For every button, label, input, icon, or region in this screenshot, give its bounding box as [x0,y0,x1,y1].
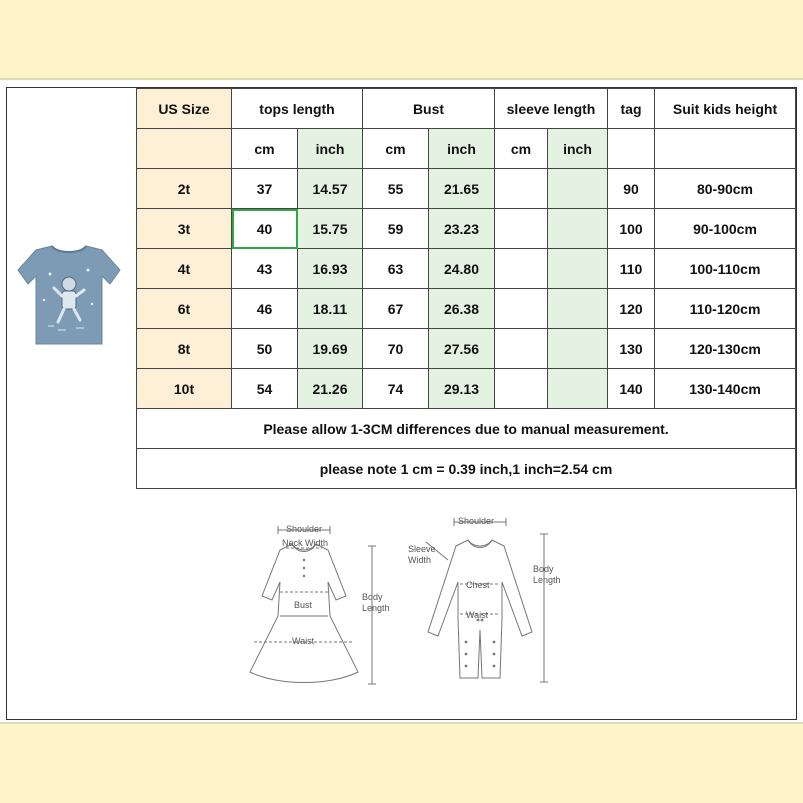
tops-inch-cell: 15.75 [298,209,363,249]
unit-tag-empty [608,129,655,169]
height-cell: 120-130cm [655,329,796,369]
tops-inch-cell: 16.93 [298,249,363,289]
tops-cm-cell: 50 [232,329,298,369]
tag-cell: 90 [608,169,655,209]
label-dress-length: Length [362,603,390,613]
size-cell: 8t [137,329,232,369]
label-romper-body: Body [533,564,554,574]
header-row [137,89,796,129]
bust-inch-cell: 23.23 [429,209,495,249]
sleeve-inch-cell [548,369,608,409]
bust-cm-cell: 63 [363,249,429,289]
height-cell: 110-120cm [655,289,796,329]
tshirt-product-image [14,240,124,350]
table-row [137,249,796,289]
height-cell: 130-140cm [655,369,796,409]
sleeve-inch-cell [548,249,608,289]
bust-inch-cell: 21.65 [429,169,495,209]
label-dress-shoulder: Shoulder [286,524,323,534]
sleeve-inch-cell [548,169,608,209]
bust-inch-cell: 29.13 [429,369,495,409]
unit-tops-cm: cm [232,129,298,169]
tops-inch-cell: 14.57 [298,169,363,209]
bust-inch-cell: 27.56 [429,329,495,369]
header-tops-length: tops length [232,89,363,129]
top-band [0,0,803,78]
table-row [137,169,796,209]
height-cell: 100-110cm [655,249,796,289]
table-row [137,369,796,409]
manual-measurement-note: Please allow 1-3CM differences due to manual measurement. [137,409,796,449]
unit-row [137,129,796,169]
bust-cm-cell: 67 [363,289,429,329]
tops-cm-cell-selected[interactable]: 40 [232,209,298,249]
label-dress-body: Body [362,592,383,602]
size-chart-sheet [0,78,803,724]
label-romper-width: Width [408,555,432,565]
label-romper-sleeve: Sleeve [408,544,436,554]
sleeve-cm-cell [495,249,548,289]
sleeve-cm-cell [495,329,548,369]
sleeve-cm-cell [495,289,548,329]
tops-inch-cell: 21.26 [298,369,363,409]
tops-cm-cell: 37 [232,169,298,209]
note-row [137,409,796,449]
note-row [137,449,796,489]
sleeve-inch-cell [548,289,608,329]
header-us-size: US Size [137,89,232,129]
header-tag: tag [608,89,655,129]
bust-cm-cell: 55 [363,169,429,209]
label-dress-bust: Bust [294,600,313,610]
unit-sleeve-inch: inch [548,129,608,169]
table-row [137,289,796,329]
bust-cm-cell: 59 [363,209,429,249]
tops-inch-cell: 19.69 [298,329,363,369]
unit-bust-cm: cm [363,129,429,169]
size-cell: 3t [137,209,232,249]
header-bust: Bust [363,89,495,129]
tag-cell: 120 [608,289,655,329]
label-romper-chest: Chest [466,580,490,590]
unit-tops-inch: inch [298,129,363,169]
tag-cell: 140 [608,369,655,409]
size-table [136,88,796,489]
unit-empty [137,129,232,169]
sleeve-inch-cell [548,209,608,249]
dress-body-length-line [368,546,376,684]
tag-cell: 130 [608,329,655,369]
header-suit-height: Suit kids height [655,89,796,129]
header-sleeve-length: sleeve length [495,89,608,129]
label-romper-length: Length [533,575,561,585]
table-row [137,329,796,369]
label-dress-neck-width: Neck Width [282,538,329,548]
measurement-diagram [230,512,570,697]
tops-cm-cell: 46 [232,289,298,329]
romper-body-length-line [540,534,548,682]
tag-cell: 100 [608,209,655,249]
label-dress-waist: Waist [292,636,315,646]
label-romper-shoulder: Shoulder [458,516,495,526]
sleeve-cm-cell [495,369,548,409]
tops-cm-cell: 43 [232,249,298,289]
romper-outline [428,540,532,678]
size-cell: 2t [137,169,232,209]
tag-cell: 110 [608,249,655,289]
size-cell: 4t [137,249,232,289]
table-row [137,209,796,249]
sleeve-cm-cell [495,209,548,249]
unit-bust-inch: inch [429,129,495,169]
height-cell: 90-100cm [655,209,796,249]
tops-cm-cell: 54 [232,369,298,409]
conversion-note: please note 1 cm = 0.39 inch,1 inch=2.54 cm [137,449,796,489]
sleeve-inch-cell [548,329,608,369]
sleeve-cm-cell [495,169,548,209]
height-cell: 80-90cm [655,169,796,209]
unit-sleeve-cm: cm [495,129,548,169]
label-romper-waist: Waist [466,610,489,620]
bust-cm-cell: 70 [363,329,429,369]
dress-outline [250,544,358,683]
size-cell: 10t [137,369,232,409]
unit-height-empty [655,129,796,169]
tops-inch-cell: 18.11 [298,289,363,329]
size-cell: 6t [137,289,232,329]
bust-cm-cell: 74 [363,369,429,409]
bust-inch-cell: 26.38 [429,289,495,329]
bust-inch-cell: 24.80 [429,249,495,289]
